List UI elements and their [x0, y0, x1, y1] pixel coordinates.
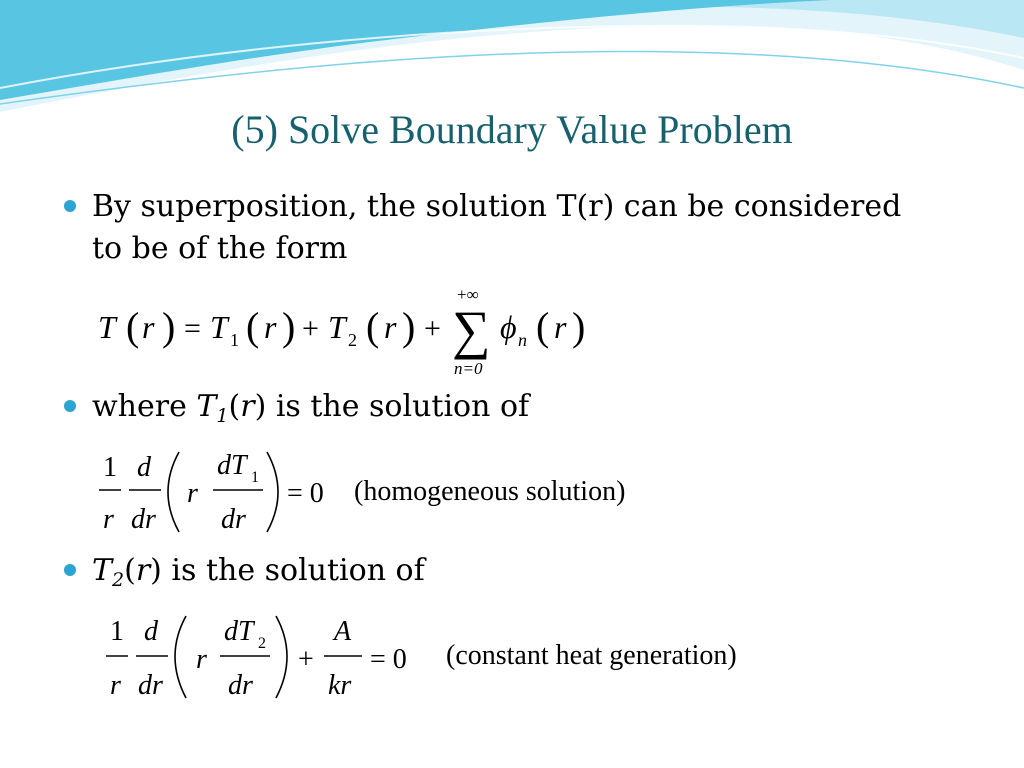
bullet-word: is the solution of [171, 553, 425, 588]
eq-subscript: 2 [258, 635, 266, 652]
math-r: r [135, 553, 151, 588]
eq-denominator: dr [131, 504, 156, 535]
bullet-word: is the solution of [275, 389, 530, 424]
eq-paren: ) [282, 304, 296, 349]
math-T: T [92, 553, 113, 588]
header-wave-decoration [0, 0, 1024, 120]
eq-numerator: d [137, 452, 151, 483]
bullet-word: where [92, 389, 187, 424]
eq-numerator: d [144, 616, 158, 647]
eq-numerator: dT [217, 450, 247, 481]
eq-operator: = [184, 312, 201, 345]
eq-operator: + [298, 644, 314, 675]
eq-denominator: dr [221, 504, 246, 535]
equation-superposition [90, 280, 610, 380]
bullet-marker [64, 564, 76, 576]
eq-operator: + [424, 312, 441, 345]
sum-upper-limit: +∞ [457, 285, 479, 304]
eq-symbol: T [328, 309, 346, 345]
eq-numerator: dT [224, 616, 254, 647]
eq-denominator: r [103, 504, 114, 535]
math-subscript: 2 [112, 569, 125, 591]
eq-denominator: kr [328, 670, 352, 701]
eq-symbol: T [210, 309, 228, 345]
eq-operator: + [302, 312, 319, 345]
eq-subscript: 2 [348, 330, 357, 350]
equation-note-heat-generation: (constant heat generation) [446, 640, 737, 671]
eq-subscript: 1 [230, 330, 239, 350]
eq-symbol: r [264, 309, 277, 345]
eq-paren: ( [366, 304, 380, 349]
eq-denominator: r [110, 670, 121, 701]
math-T: T [196, 389, 217, 424]
eq-symbol: r [142, 309, 155, 345]
eq-symbol: T [98, 309, 116, 345]
eq-symbol: r [554, 309, 567, 345]
equation-heat-generation [100, 610, 440, 710]
eq-paren: ( [246, 304, 260, 349]
eq-symbol: r [187, 478, 198, 509]
eq-symbol: ϕ [500, 309, 517, 345]
eq-equals-zero: = 0 [370, 644, 407, 675]
math-subscript: 1 [216, 405, 229, 427]
bullet-text-t2: $T_2(r)$ is the solution of [92, 553, 425, 591]
eq-paren: ( [126, 304, 140, 349]
eq-numerator: A [334, 616, 352, 647]
bullet-text-t1: where $T_1(r)$ is the solution of [92, 389, 530, 427]
eq-subscript: n [518, 330, 527, 350]
bullet-text-superposition [92, 186, 992, 270]
eq-paren: ) [162, 304, 176, 349]
eq-equals-zero: = 0 [287, 478, 324, 509]
slide-title: (5) Solve Boundary Value Problem [231, 107, 793, 152]
eq-paren: ) [402, 304, 416, 349]
eq-denominator: dr [138, 670, 163, 701]
eq-subscript: 1 [251, 469, 259, 486]
eq-symbol: r [384, 309, 397, 345]
math-r: r [240, 389, 255, 424]
eq-numerator: 1 [110, 616, 124, 647]
bullet-line: to be of the form [92, 231, 348, 266]
bullet-line: By superposition, the solution T(r) can be considered [92, 189, 902, 224]
eq-numerator: 1 [103, 452, 117, 483]
eq-paren: ( [536, 304, 550, 349]
bullet-marker [64, 200, 76, 212]
bullet-marker [64, 400, 76, 412]
equation-homogeneous [95, 446, 375, 546]
sum-symbol: ∑ [452, 300, 491, 360]
eq-paren: ) [572, 304, 586, 349]
sum-lower-limit: n=0 [454, 359, 483, 378]
eq-symbol: r [196, 644, 207, 675]
equation-note-homogeneous: (homogeneous solution) [354, 476, 626, 507]
eq-denominator: dr [228, 670, 253, 701]
